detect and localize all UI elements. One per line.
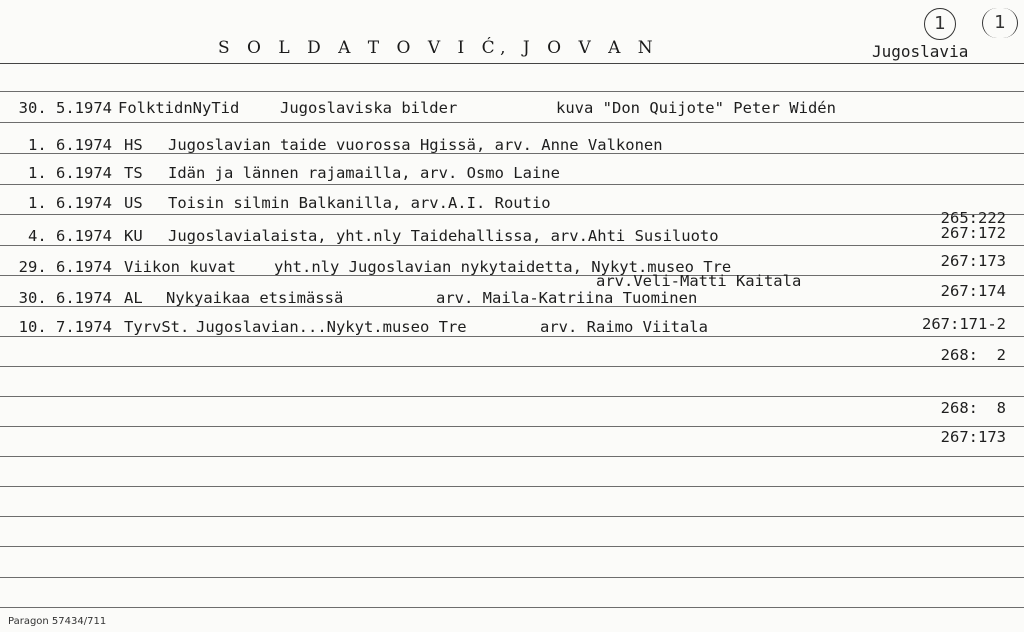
entry-title: Toisin silmin Balkanilla, arv.A.I. Routio [168,194,551,212]
entry-title: Nykyaikaa etsimässä [166,289,344,307]
entry-source: TyrvSt. [124,318,190,336]
card-heading: S O L D A T O V I Ć, J O V A N [218,38,659,58]
entry-source: TS [124,164,143,182]
entry-date: 30. 6.1974 [18,289,112,307]
entry-title: Jugoslavialaista, yht.nly Taidehallissa, arv.Ahti Susiluoto [168,227,719,245]
ruled-line [0,214,1024,215]
entry-reference: 267:172 [940,224,1006,242]
ruled-line [0,426,1024,427]
ruled-line [0,91,1024,92]
entry-reference: 267:173 [940,252,1006,270]
entry-date: 10. 7.1974 [18,318,112,336]
entry-reference: 267:174 [940,282,1006,300]
entry-title: yht.nly Jugoslavian nykytaidetta, Nykyt.museo Tre [274,258,732,276]
ruled-line [0,546,1024,547]
ruled-line [0,396,1024,397]
entry-source: HS [124,136,143,154]
entry-note: arv. Maila-Katriina Tuominen [436,289,698,307]
handwritten-number-parenthesized: 1 [982,8,1018,38]
entry-date: 30. 5.1974 [18,99,112,117]
entry-reference: 267:171-2 [922,315,1006,333]
entry-note: arv.Veli-Matti Kaitala [596,272,802,290]
entry-source: KU [124,227,143,245]
ruled-line [0,366,1024,367]
entry-reference: 267:173 [940,428,1006,446]
entry-reference: 268: 8 [940,399,1006,417]
ruled-line [0,577,1024,578]
entry-reference: 265:222 [940,209,1006,227]
country-label: Jugoslavia [872,42,969,61]
entry-title: Jugoslavian...Nykyt.museo Tre [196,318,467,336]
ruled-line [0,184,1024,185]
entry-title: Idän ja lännen rajamailla, arv. Osmo Laine [168,164,560,182]
ruled-line [0,486,1024,487]
entry-date: 1. 6.1974 [28,164,112,182]
card-footer: Paragon 57434/711 [8,616,107,627]
handwritten-number-circled: 1 [924,8,956,40]
entry-source: US [124,194,143,212]
header-rule [0,63,1024,64]
ruled-line [0,516,1024,517]
entry-note: kuva "Don Quijote" Peter Widén [556,99,836,117]
entry-reference: 268: 2 [940,346,1006,364]
entry-date: 29. 6.1974 [18,258,112,276]
ruled-line [0,456,1024,457]
ruled-line [0,122,1024,123]
entry-title: Jugoslaviska bilder [280,99,458,117]
entry-source: FolktidnNyTid [118,99,240,117]
entry-title: Jugoslavian taide vuorossa Hgissä, arv. Anne Valkonen [168,136,663,154]
ruled-line [0,607,1024,608]
entry-source: AL [124,289,143,307]
entry-date: 1. 6.1974 [28,194,112,212]
entry-note: arv. Raimo Viitala [540,318,708,336]
entry-source: Viikon kuvat [124,258,236,276]
entry-date: 1. 6.1974 [28,136,112,154]
entry-date: 4. 6.1974 [28,227,112,245]
